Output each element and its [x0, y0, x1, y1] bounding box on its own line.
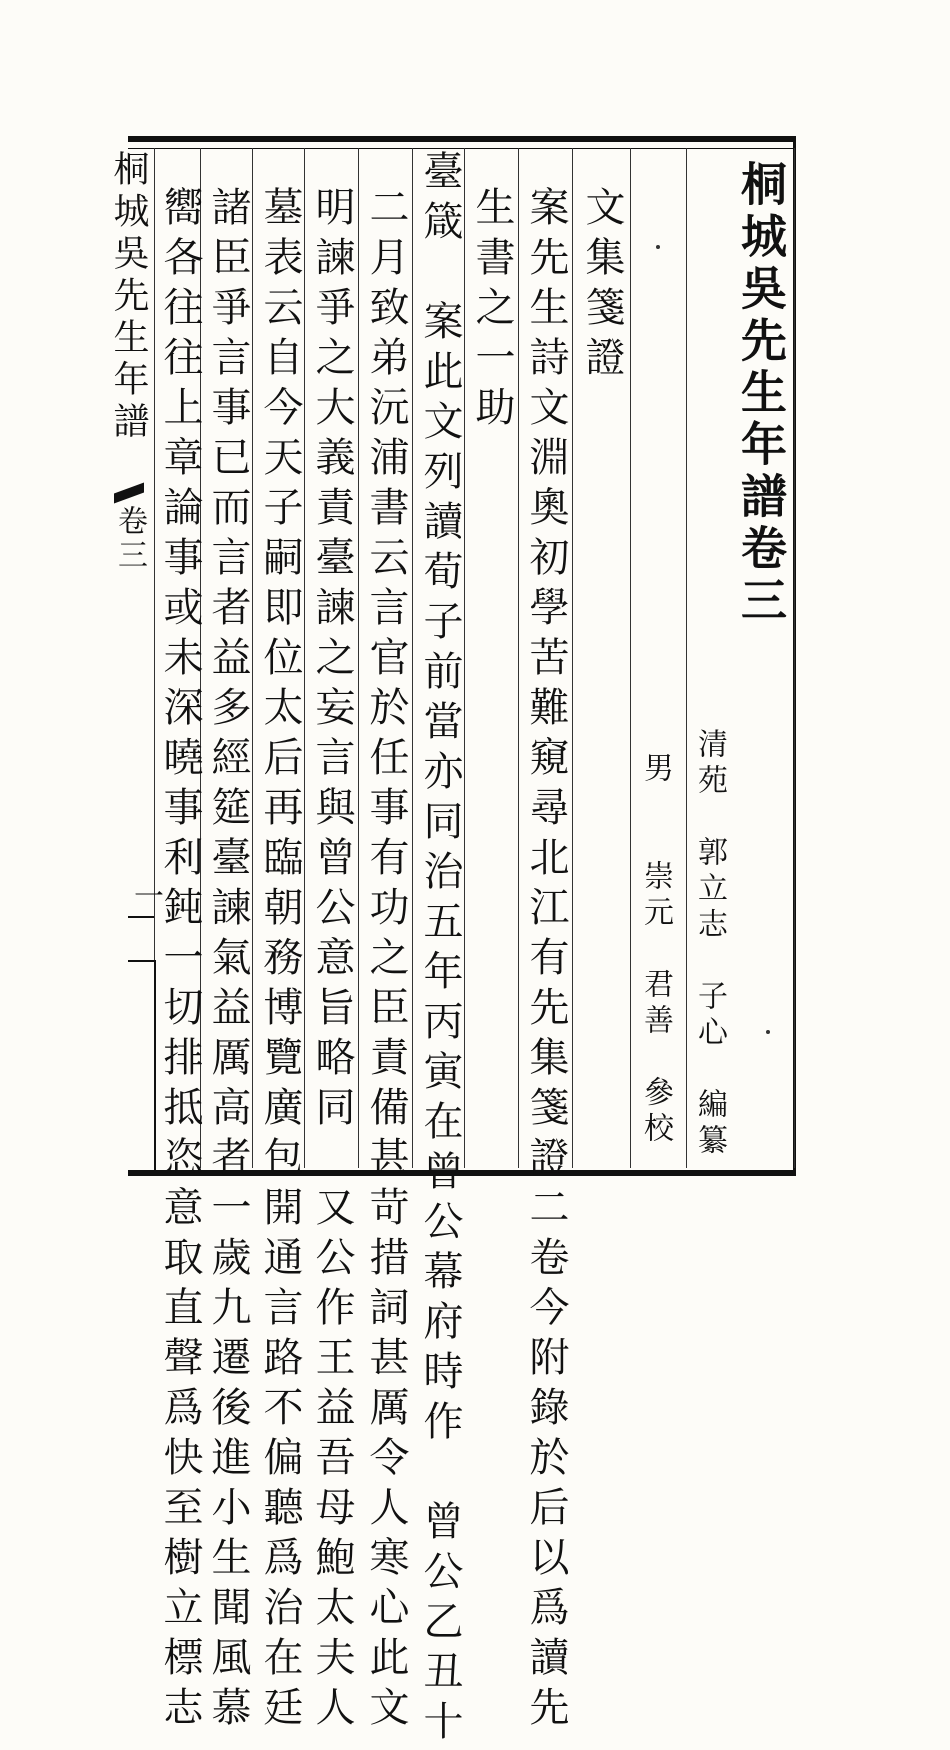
print-speck — [656, 245, 660, 249]
folio-line — [128, 916, 154, 918]
collator-line: 男 崇元 君善 參校 — [638, 752, 673, 1148]
column-rule — [794, 148, 795, 1168]
text-column: 案先生詩文淵奧初學苦難窺尋北江有先集箋證二卷今附錄於后以爲讀先 — [523, 186, 569, 1736]
text-column: 嚮各往往上章論事或未深曉事利鈍一切排抵恣意取直聲爲快至樹立標志 — [157, 186, 203, 1736]
text-column: 臺箴 案此文列讀荀子前當亦同治五年丙寅在曾公幕府時作 曾公乙丑十 — [417, 150, 463, 1750]
section-heading: 文集箋證 — [579, 186, 625, 386]
column-rule — [572, 148, 573, 1168]
border-inner-line — [128, 148, 793, 149]
margin-book-title: 桐城吳先生年譜 — [108, 150, 149, 444]
page-title: 桐城吳先生年譜卷三 — [734, 160, 788, 628]
text-column: 明諫爭之大義責臺諫之妄言與曾公意旨略同 又公作王益吾母鮑太夫人 — [309, 186, 355, 1736]
print-speck — [766, 1030, 770, 1034]
margin-juan: 卷三 — [112, 505, 147, 573]
column-rule — [518, 148, 519, 1168]
folio-box — [128, 960, 156, 1172]
margin-folio-number: 一 — [128, 880, 163, 914]
text-column: 墓表云自今天子嗣即位太后再臨朝務博覽廣包開通言路不偏聽爲治在廷 — [257, 186, 303, 1736]
column-rule — [304, 148, 305, 1168]
column-rule — [252, 148, 253, 1168]
compiler-line: 清苑 郭立志 子心 編纂 — [692, 728, 727, 1160]
column-rule — [358, 148, 359, 1168]
column-rule — [630, 148, 631, 1168]
column-rule — [412, 148, 413, 1168]
text-column: 生書之一助 — [469, 186, 515, 436]
column-rule — [686, 148, 687, 1168]
column-rule — [464, 148, 465, 1168]
text-column: 諸臣爭言事已而言者益多經筵臺諫氣益厲高者一歲九遷後進小生聞風慕 — [205, 186, 251, 1736]
text-column: 二月致弟沅浦書云言官於任事有功之臣責備甚苛措詞甚厲令人寒心此文 — [363, 186, 409, 1736]
